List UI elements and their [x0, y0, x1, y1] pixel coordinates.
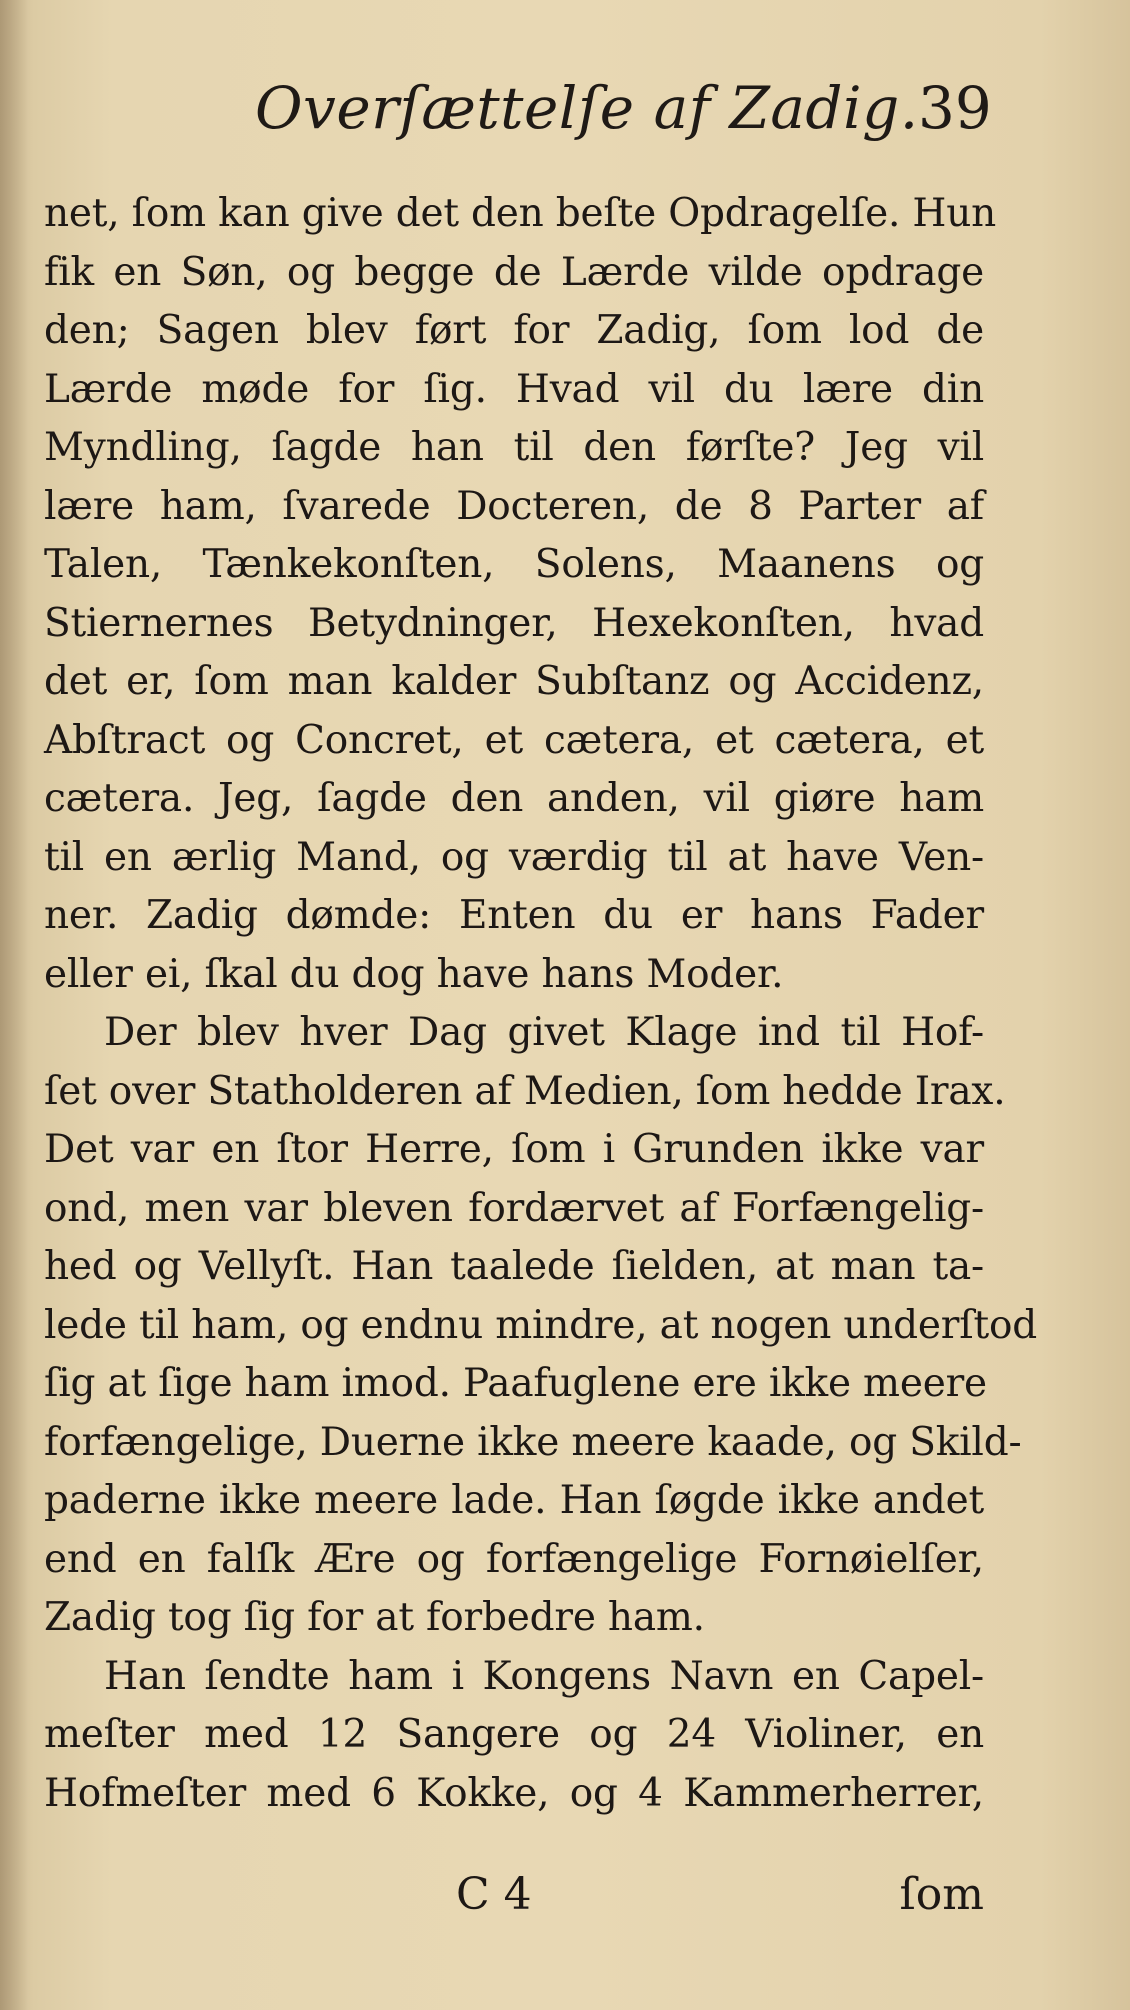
text-line: Lærde møde for ſig. Hvad vil du lære din — [44, 366, 984, 412]
page-number: 39 — [918, 74, 992, 142]
text-line: Talen, Tænkekonſten, Solens, Maanens og — [44, 542, 984, 587]
text-line: ner. Zadig dømde: Enten du er hans Fader — [44, 893, 984, 938]
text-line: forfængelige, Duerne ikke meere kaade, og Skild- — [44, 1419, 1022, 1465]
text-line: til en ærlig Mand, og værdig til at have Ven- — [44, 834, 984, 880]
body-text — [44, 185, 1038, 1823]
text-line: meſter med 12 Sangere og 24 Violiner, en — [44, 1712, 984, 1757]
running-head — [0, 68, 1130, 148]
text-line: den; Sagen blev ført for Zadig, ſom lod de — [44, 308, 984, 353]
text-line: Det var en ſtor Herre, ſom i Grunden ikke var — [44, 1127, 984, 1172]
text-line: lede til ham, og endnu mindre, at nogen underſtod — [44, 1302, 1038, 1348]
text-line: hed og Vellyſt. Han taalede ſielden, at man ta- — [44, 1244, 984, 1289]
text-line: ſet over Statholderen af Medien, ſom hedde Irax. — [44, 1068, 1006, 1114]
text-line: ſig at ſige ham imod. Paafuglene ere ikke meere — [44, 1361, 987, 1406]
text-line: det er, ſom man kalder Subſtanz og Accidenz, — [44, 659, 984, 704]
text-line: Hofmeſter med 6 Kokke, og 4 Kammerherrer, — [44, 1770, 984, 1816]
text-line: Myndling, ſagde han til den førſte? Jeg vil — [44, 425, 984, 470]
signature-mark: C 4 — [456, 1869, 532, 1920]
text-line: paderne ikke meere lade. Han ſøgde ikke andet — [44, 1478, 984, 1523]
text-line: ond, men var bleven fordærvet af Forfængelig- — [44, 1185, 984, 1231]
text-line: Han ſendte ham i Kongens Navn en Capel- — [104, 1653, 984, 1699]
text-line: lære ham, ſvarede Docteren, de 8 Parter af — [44, 483, 984, 529]
running-title: Overſættelſe af Zadig. — [255, 74, 919, 142]
text-line: Zadig tog ſig for at forbedre ham. — [44, 1595, 705, 1640]
text-line: Der blev hver Dag givet Klage ind til Hof- — [104, 1010, 984, 1055]
signature-line — [44, 1862, 984, 1928]
text-line: Abſtract og Concret, et cætera, et cætera, et — [44, 717, 984, 763]
text-line: end en falſk Ære og forfængelige Fornøielſer, — [44, 1536, 984, 1582]
text-line: net, ſom kan give det den beſte Opdragelſe. Hun — [44, 191, 997, 236]
catchword: ſom — [899, 1869, 984, 1920]
text-line: Stiernernes Betydninger, Hexekonſten, hvad — [44, 600, 984, 646]
text-line: cætera. Jeg, ſagde den anden, vil giøre ham — [44, 776, 984, 821]
text-line: eller ei, ſkal du dog have hans Moder. — [44, 951, 784, 997]
text-line: fik en Søn, og begge de Lærde vilde opdrage — [44, 249, 984, 295]
